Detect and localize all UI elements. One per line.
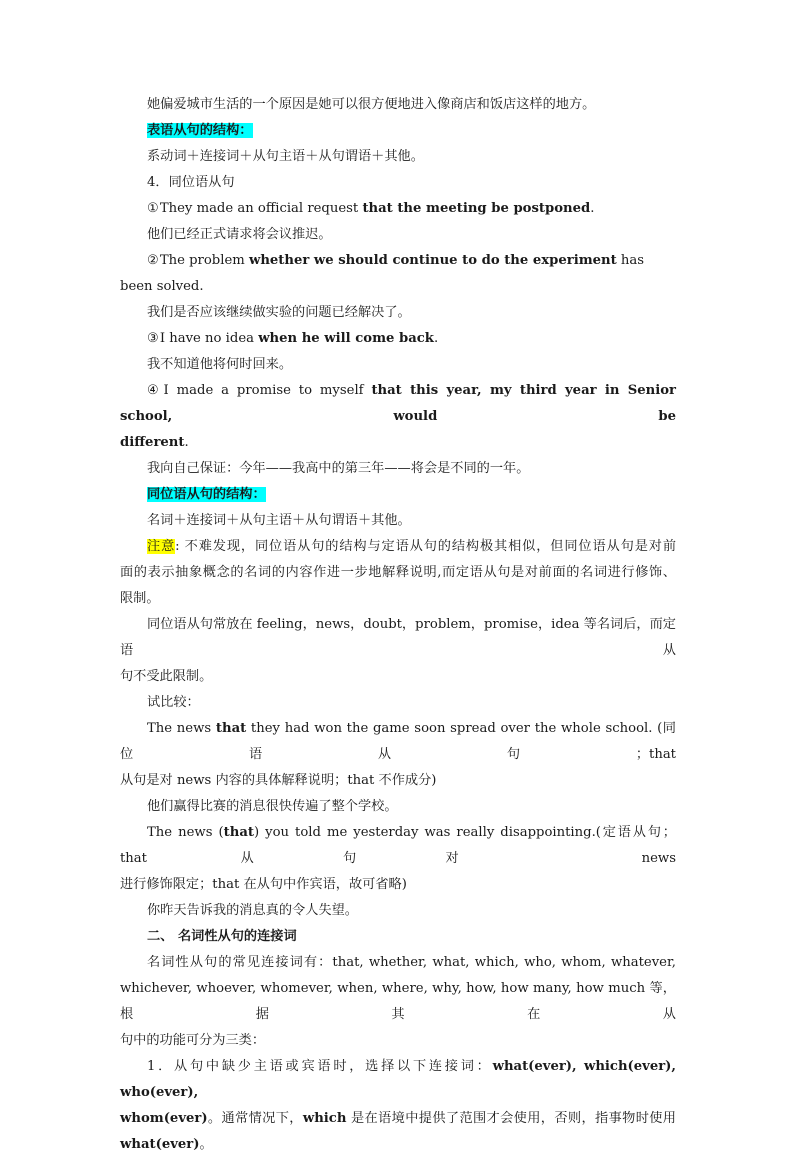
example-sentence: The news (that) you told me yesterday was really disappointing.(定语从句；that 从句对 news (120, 825, 676, 866)
highlighted-heading: 表语从句的结构： (147, 123, 253, 138)
note-paragraph-line: 限制。 (120, 591, 160, 606)
paragraph-line: whom(ever)。通常情况下，which 是在语境中提供了范围才会使用，否则，指事物时使用 (120, 1111, 676, 1126)
paragraph-line: 句不受此限制。 (120, 669, 213, 684)
note-paragraph: 注意: 不难发现，同位语从句的结构与定语从句的结构极其相似，但同位语从句是对前 (147, 539, 677, 554)
example-sentence-continued: 进行修饰限定；that 在从句中作宾语，故可省略) (120, 877, 407, 892)
example-sentence-continued: 从句是对 news 内容的具体解释说明；that 不作成分) (120, 773, 437, 788)
paragraph: 名词性从句的常见连接词有：that, whether, what, which, who, whom, whatever, (147, 955, 676, 970)
example-sentence: The news that they had won the game soon spread over the whole school. (同位语从句；that (120, 721, 676, 762)
example-sentence-continued: different. (120, 435, 189, 450)
example-sentence: ①They made an official request that the meeting be postponed. (147, 201, 595, 216)
paragraph-line: whichever, whoever, whomever, when, where, why, how, how many, how much 等，根据其在从 (120, 981, 676, 1022)
compare-label: 试比较： (147, 695, 200, 710)
example-sentence: ③I have no idea when he will come back. (147, 331, 439, 346)
paragraph-line: 句中的功能可分为三类： (120, 1033, 266, 1048)
note-paragraph-line: 面的表示抽象概念的名词的内容作进一步地解释说明,而定语从句是对前面的名词进行修饰、 (120, 565, 676, 580)
note-label: 注意 (147, 539, 176, 554)
highlighted-heading: 同位语从句的结构： (147, 487, 266, 502)
paragraph: 同位语从句常放在 feeling，news，doubt，problem，promise，idea 等名词后，而定语从 (120, 617, 676, 658)
example-translation: 我们是否应该继续做实验的问题已经解决了。 (147, 305, 411, 320)
section-heading (120, 482, 676, 508)
document-body (120, 92, 676, 1158)
example-translation: 你昨天告诉我的消息真的令人失望。 (147, 903, 358, 918)
example-translation: 我不知道他将何时回来。 (147, 357, 293, 372)
example-translation: 他们已经正式请求将会议推迟。 (147, 227, 332, 242)
example-sentence: ④I made a promise to myself that this year, my third year in Senior school, would be (120, 383, 677, 424)
paragraph: 系动词＋连接词＋从句主语＋从句谓语＋其他。 (147, 149, 424, 164)
subsection-heading: 4．同位语从句 (147, 175, 235, 190)
paragraph: 她偏爱城市生活的一个原因是她可以很方便地进入像商店和饭店这样的地方。 (147, 97, 596, 112)
example-translation: 我向自己保证：今年——我高中的第三年——将会是不同的一年。 (147, 461, 530, 476)
section-heading: 二、 名词性从句的连接词 (147, 929, 297, 944)
section-heading (120, 118, 676, 144)
paragraph: 1．从句中缺少主语或宾语时，选择以下连接词：what(ever), which(ever), who(ever), (120, 1059, 676, 1100)
example-translation: 他们赢得比赛的消息很快传遍了整个学校。 (147, 799, 398, 814)
example-sentence: ②The problem whether we should continue to do the experiment has been solved. (120, 253, 645, 294)
paragraph: 名词＋连接词＋从句主语＋从句谓语＋其他。 (147, 513, 411, 528)
paragraph-line: what(ever)。 (120, 1137, 213, 1152)
